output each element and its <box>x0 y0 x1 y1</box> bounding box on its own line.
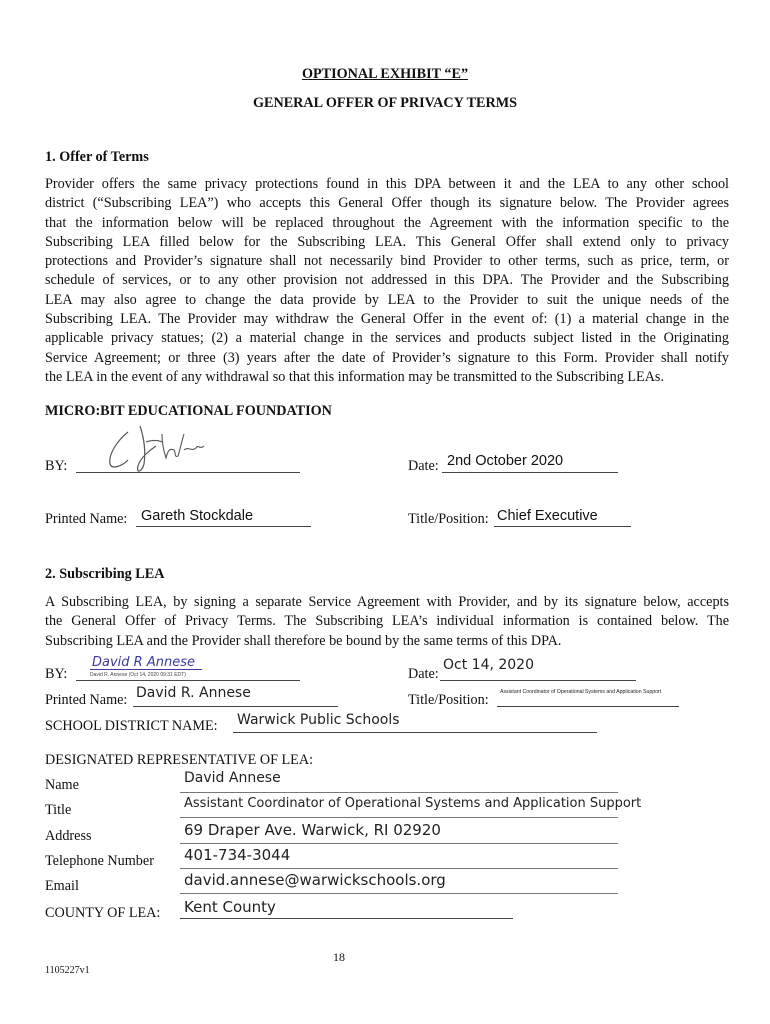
rep-email-label: Email <box>45 878 79 894</box>
provider-by-label: BY: <box>45 458 68 474</box>
rep-address-value[interactable]: 69 Draper Ave. Warwick, RI 02920 <box>184 821 441 839</box>
lea-title-line <box>497 706 679 707</box>
rep-title-label: Title <box>45 802 72 818</box>
section2-paragraph <box>45 593 729 651</box>
section2-number: 2 <box>45 566 53 582</box>
rep-county-line <box>180 918 513 919</box>
paragraph-line: the LEA in the event of any withdrawal so that this information may be transmitted to the Subscribing LEAs. <box>45 368 665 385</box>
section2-title: . Subscribing LEA <box>52 566 165 582</box>
paragraph-line: Subscribing LEA. The Provider may withdraw the General Offer in the event of: (1) a material change in the <box>45 311 729 328</box>
lea-signature-underline <box>90 669 202 670</box>
lea-date-value[interactable]: Oct 14, 2020 <box>443 657 534 673</box>
section1-title: . Offer of Terms <box>52 149 149 165</box>
paragraph-line: A Subscribing LEA, by signing a separate Service Agreement with Provider, and by its signature below, accepts <box>45 594 729 610</box>
lea-printed-name-label: Printed Name: <box>45 692 128 708</box>
rep-title-value[interactable]: Assistant Coordinator of Operational Systems and Application Support <box>184 796 642 811</box>
paragraph-line: schedule of services, or to any other provision not addressed in this DPA. The Provider and the Subscribing <box>45 272 729 289</box>
paragraph-line: the General Offer of Privacy Terms. The Subscribing LEA’s individual information is contained below. The <box>45 613 729 630</box>
lea-district-line <box>233 732 597 733</box>
paragraph-line: applicable privacy statues; (2) a material change in the services and products subject listed in the Originating <box>45 330 729 347</box>
rep-name-value[interactable]: David Annese <box>184 770 281 786</box>
document-subtitle: GENERAL OFFER OF PRIVACY TERMS <box>252 95 518 111</box>
rep-phone-line <box>180 868 618 869</box>
lea-signature-caption: David R. Annese (Oct 14, 2020 09:31 EDT) <box>90 672 186 678</box>
representative-heading: DESIGNATED REPRESENTATIVE OF LEA: <box>45 752 314 768</box>
lea-district-value[interactable]: Warwick Public Schools <box>237 712 400 728</box>
lea-signature-name[interactable]: David R Annese <box>92 655 195 670</box>
paragraph-line: LEA may also agree to change the data provide by LEA to the Provider to suit the unique needs of the <box>45 291 729 308</box>
rep-email-value[interactable]: david.annese@warwickschools.org <box>184 871 446 889</box>
lea-title-label: Title/Position: <box>408 692 489 708</box>
lea-date-label: Date: <box>408 666 439 682</box>
rep-title-line <box>180 817 618 818</box>
rep-name-line <box>180 792 618 793</box>
rep-address-label: Address <box>45 828 92 844</box>
provider-date-line <box>442 472 618 473</box>
paragraph-line: that the information below will be replaced throughout the Agreement with the information specific to the <box>45 214 729 231</box>
rep-county-label: COUNTY OF LEA: <box>45 905 161 921</box>
paragraph-line: Service Agreement; or three (3) years after the date of Provider’s signature to this Form. Provider shall notify <box>45 349 729 366</box>
rep-phone-value[interactable]: 401-734-3044 <box>184 846 291 864</box>
lea-date-line <box>440 680 636 681</box>
provider-title-label: Title/Position: <box>408 511 489 527</box>
lea-title-value[interactable]: Assistant Coordinator of Operational Systems and Application Support <box>500 689 662 695</box>
document-id: 1105227v1 <box>45 965 90 976</box>
provider-date-label: Date: <box>408 458 439 474</box>
provider-org-name: MICRO:BIT EDUCATIONAL FOUNDATION <box>45 403 332 419</box>
rep-address-line <box>180 843 618 844</box>
section1-paragraph <box>45 175 729 387</box>
provider-title-value[interactable]: Chief Executive <box>497 508 598 524</box>
rep-name-label: Name <box>45 777 79 793</box>
lea-signature-line <box>76 680 300 681</box>
paragraph-line: district (“Subscribing LEA”) who accepts this General Offer though its signature below. The Provider agrees <box>45 195 729 212</box>
rep-phone-label: Telephone Number <box>45 853 154 869</box>
page-number: 18 <box>333 950 345 964</box>
paragraph-line: Subscribing LEA and the Provider shall therefore be bound by the same terms of this DPA. <box>45 632 562 649</box>
lea-by-label: BY: <box>45 666 68 682</box>
section2-heading <box>45 566 164 583</box>
section1-number: 1 <box>45 149 53 165</box>
section1-heading <box>45 149 149 166</box>
rep-county-value[interactable]: Kent County <box>184 898 276 916</box>
provider-title-line <box>494 526 631 527</box>
lea-district-label: SCHOOL DISTRICT NAME: <box>45 718 218 734</box>
lea-printed-name-value[interactable]: David R. Annese <box>136 685 251 701</box>
provider-printed-name-value[interactable]: Gareth Stockdale <box>141 508 254 524</box>
exhibit-title: OPTIONAL EXHIBIT “E” <box>301 66 469 82</box>
provider-printed-name-label: Printed Name: <box>45 511 128 527</box>
paragraph-line: Provider offers the same privacy protections found in this DPA between it and the LEA to any other school <box>45 176 729 192</box>
paragraph-line: Subscribing LEA filled below for the Subscribing LEA. This General Offer shall extend only to privacy <box>45 233 729 250</box>
provider-date-value[interactable]: 2nd October 2020 <box>447 453 564 469</box>
rep-email-line <box>180 893 618 894</box>
lea-printed-name-line <box>133 706 338 707</box>
provider-signature-image <box>100 420 220 480</box>
paragraph-line: protections and Provider’s signature shall not necessarily bind Provider to other terms, such as price, term, or <box>45 253 729 270</box>
provider-printed-name-line <box>136 526 311 527</box>
